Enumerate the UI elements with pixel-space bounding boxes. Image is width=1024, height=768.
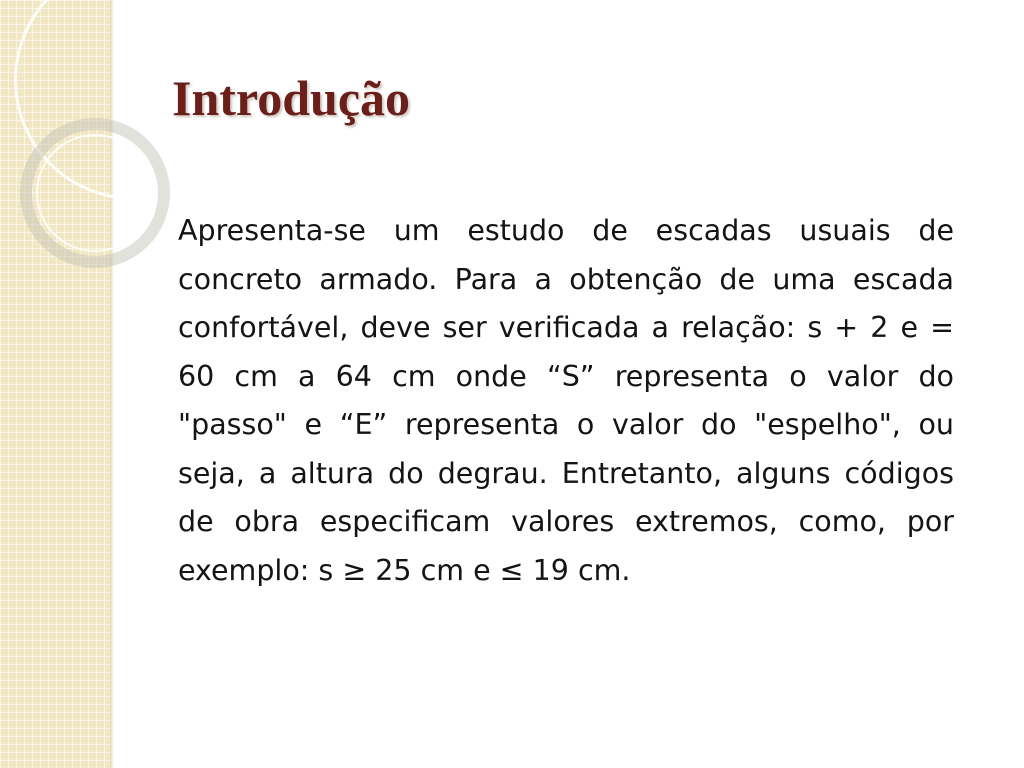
slide-title: Introdução	[172, 70, 411, 126]
decorative-ring-small-inner	[36, 134, 154, 252]
slide-body-text: Apresenta-se um estudo de escadas usuais de concreto armado. Para a obtenção de uma escada confortável, deve ser verificada a relação: s + 2 e = 60 cm a 64 cm onde “S” representa o valor do "passo" e “E” representa o valor do "espelho", ou seja, a altura do degrau. Entretanto, alguns códigos de obra especificam valores extremos, como, por exemplo: s ≥ 25 cm e ≤ 19 cm.	[178, 214, 954, 587]
